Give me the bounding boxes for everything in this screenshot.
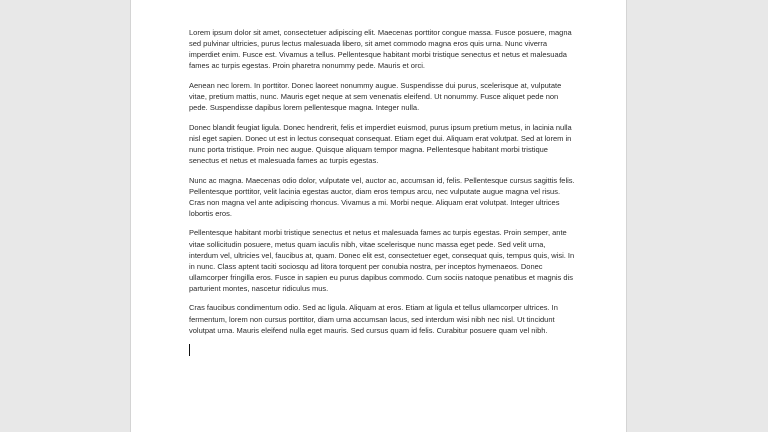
paragraph-5[interactable]: Pellentesque habitant morbi tristique senectus et netus et malesuada fames ac turpis egestas. Proin semper, ante vitae sollicitudin posuere, metus quam iaculis nibh, vitae scelerisque nunc massa eget pede. Sed velit urna, interdum vel, ultricies vel, faucibus at, quam. Donec elit est, consectetuer eget, consequat quis, tempus quis, wisi. In in nunc. Class aptent taciti sociosqu ad litora torquent per conubia nostra, per inceptos hymenaeos. Donec ullamcorper fringilla eros. Fusce in sapien eu purus dapibus commodo. Cum sociis natoque penatibus et magnis dis parturient montes, nascetur ridiculus mus.	[189, 228, 575, 293]
document-body[interactable]	[189, 27, 575, 356]
text-cursor	[189, 344, 190, 356]
paragraph-3[interactable]: Donec blandit feugiat ligula. Donec hendrerit, felis et imperdiet euismod, purus ipsum pretium metus, in lacinia nulla nisl eget sapien. Donec ut est in lectus consequat consequat. Etiam eget dui. Aliquam erat volutpat. Sed at lorem in nunc porta tristique. Proin nec augue. Quisque aliquam tempor magna. Pellentesque habitant morbi tristique senectus et netus et malesuada fames ac turpis egestas.	[189, 122, 572, 165]
paragraph-2[interactable]: Aenean nec lorem. In porttitor. Donec laoreet nonummy augue. Suspendisse dui purus, scelerisque at, vulputate vitae, pretium mattis, nunc. Mauris eget neque at sem venenatis eleifend. Ut nonummy. Fusce aliquet pede non pede. Suspendisse dapibus lorem pellentesque magna. Integer nulla.	[189, 80, 562, 113]
paragraph-6[interactable]: Cras faucibus condimentum odio. Sed ac ligula. Aliquam at eros. Etiam at ligula et tellus ullamcorper ultrices. In fermentum, lorem non cursus porttitor, diam urna accumsan lacus, sed interdum wisi nibh nec nisl. Ut tincidunt volutpat urna. Mauris eleifend nulla eget mauris. Sed cursus quam id felis. Curabitur posuere quam vel nibh.	[189, 303, 558, 335]
paragraph-4[interactable]: Nunc ac magna. Maecenas odio dolor, vulputate vel, auctor ac, accumsan id, felis. Pellentesque cursus sagittis felis. Pellentesque porttitor, velit lacinia egestas auctor, diam eros tempus arcu, nec vulputate augue magna vel risus. Cras non magna vel ante adipiscing rhoncus. Vivamus a mi. Morbi neque. Aliquam erat volutpat. Integer ultrices lobortis eros.	[189, 175, 575, 218]
document-page[interactable]	[130, 0, 627, 432]
paragraph-1[interactable]: Lorem ipsum dolor sit amet, consectetuer adipiscing elit. Maecenas porttitor congue massa. Fusce posuere, magna sed pulvinar ultricies, purus lectus malesuada libero, sit amet commodo magna eros quis urna. Nunc viverra imperdiet enim. Fusce est. Vivamus a tellus. Pellentesque habitant morbi tristique senectus et netus et malesuada fames ac turpis egestas. Proin pharetra nonummy pede. Mauris et orci.	[189, 28, 572, 71]
